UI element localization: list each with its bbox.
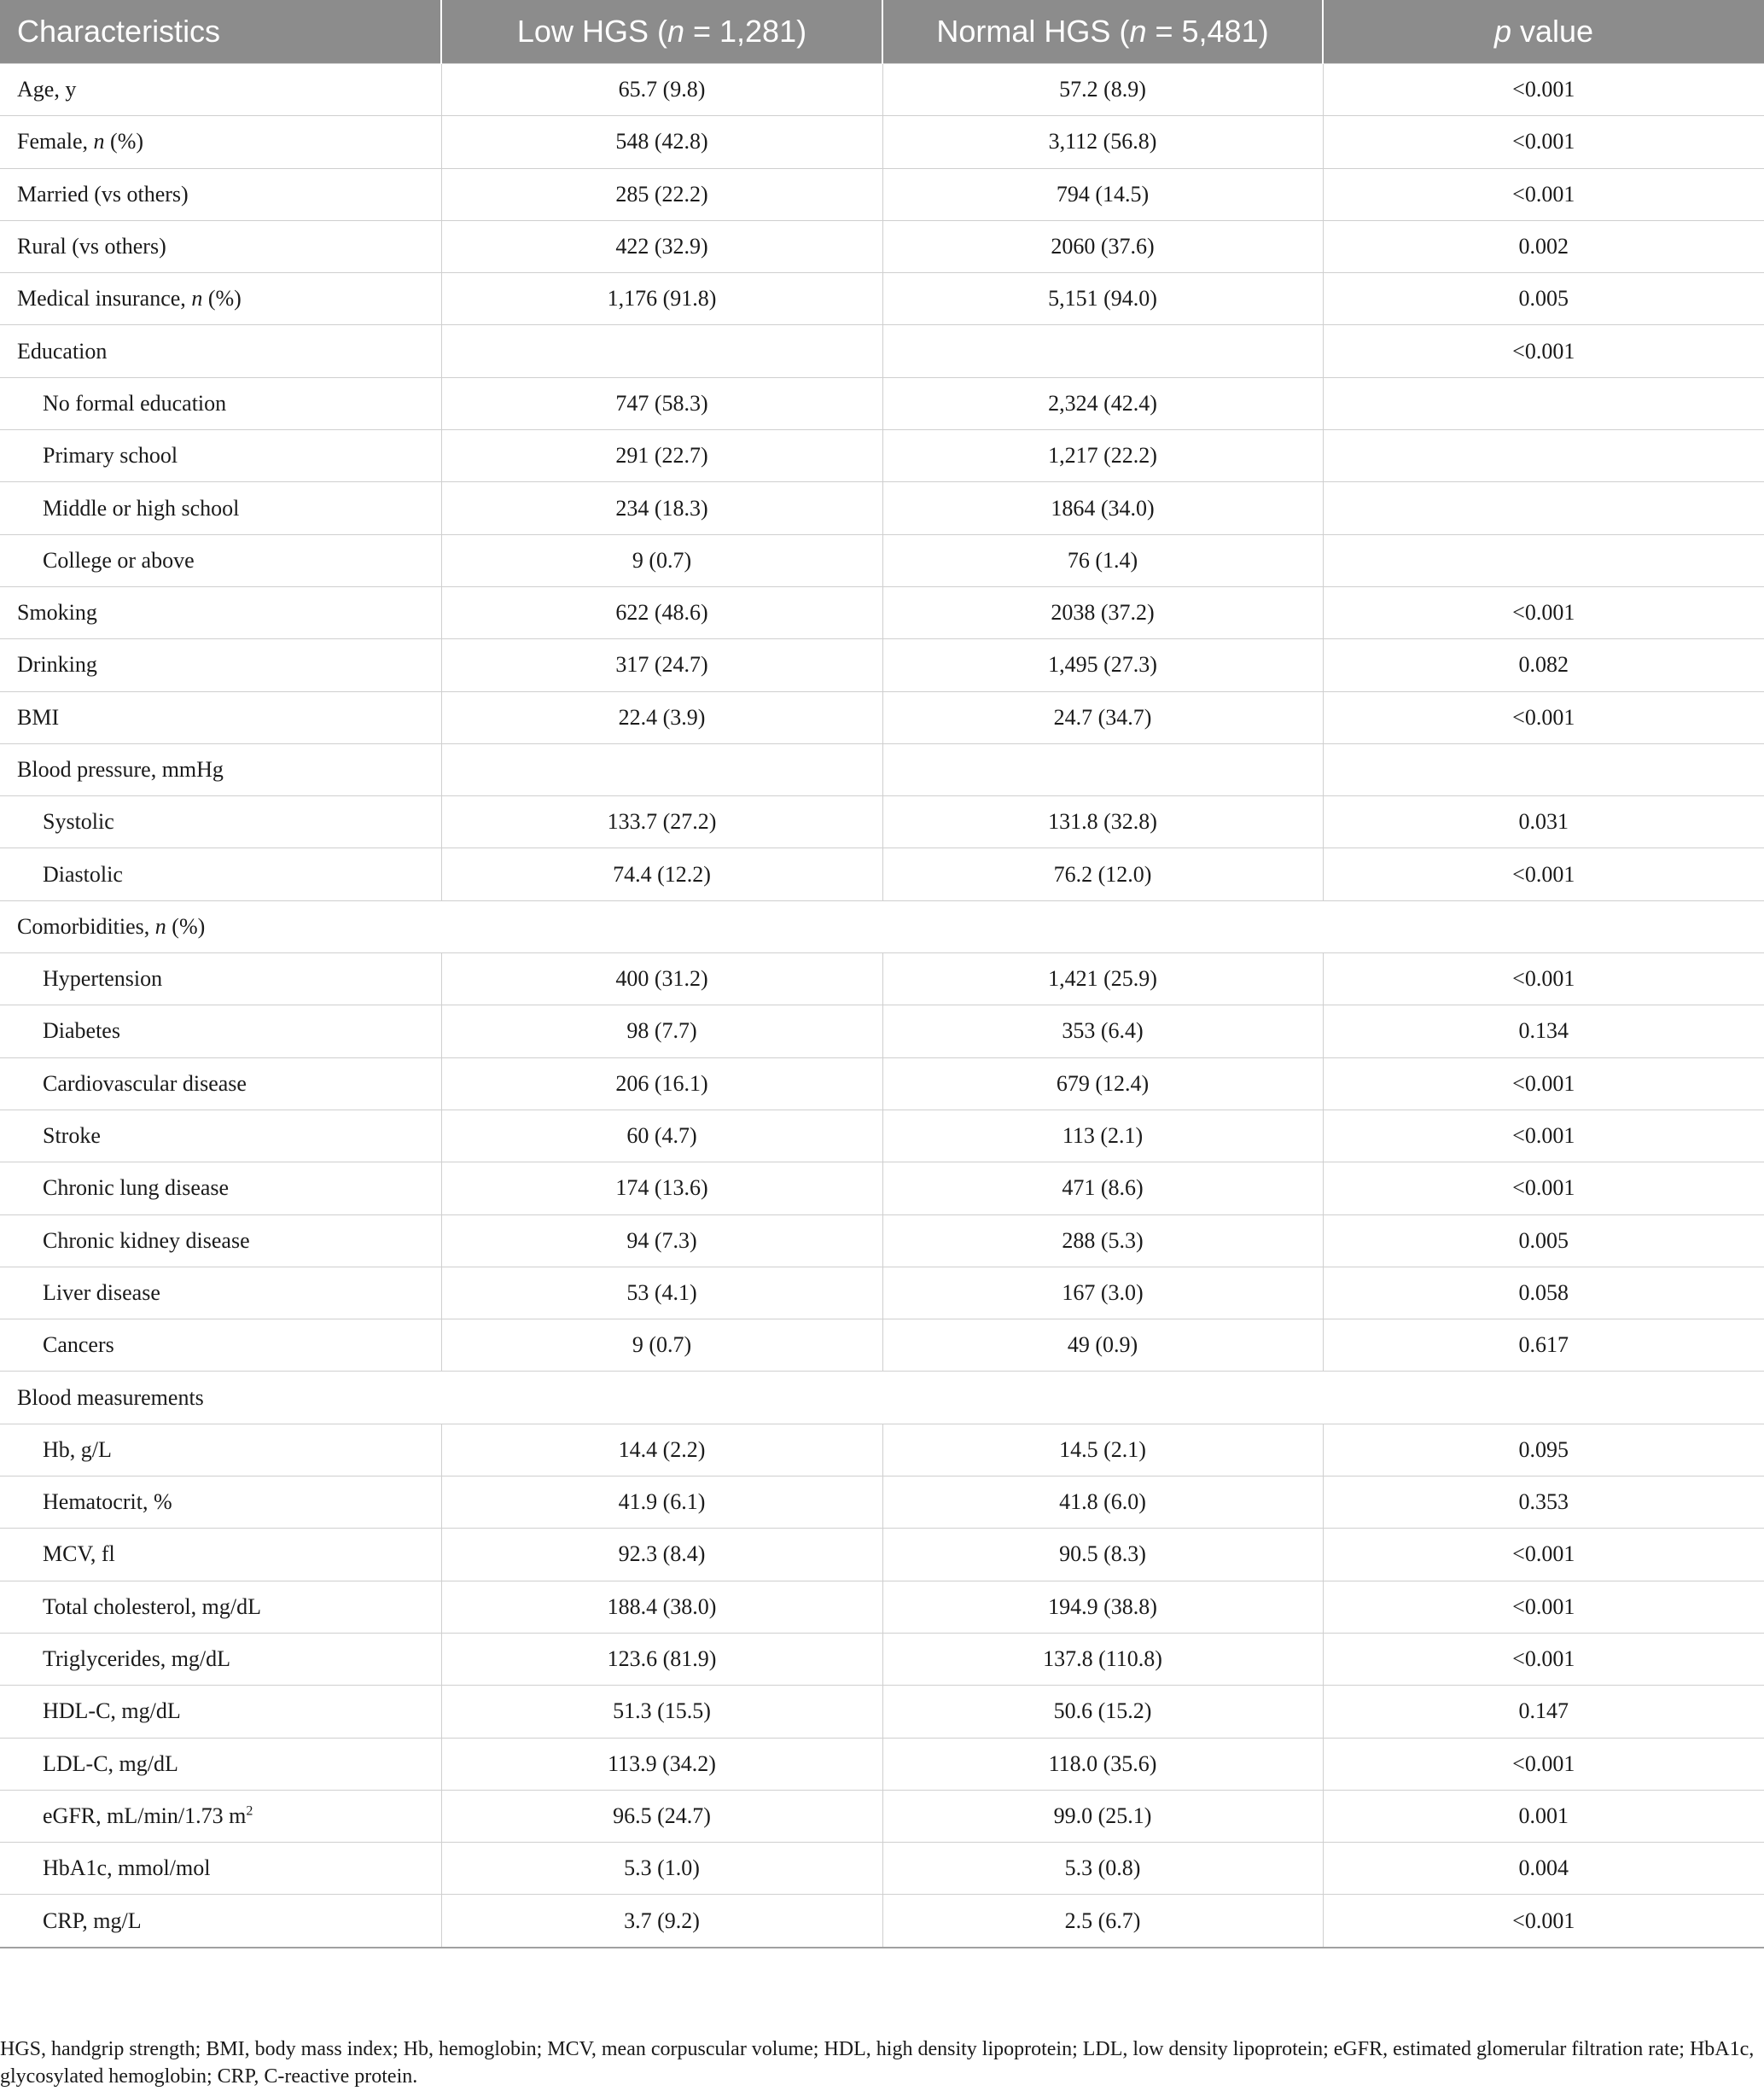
row-label: CRP, mg/L (0, 1895, 441, 1948)
cell-p-value: <0.001 (1323, 325, 1764, 377)
cell-normal-hgs: 288 (5.3) (882, 1214, 1323, 1267)
cell-p-value: <0.001 (1323, 1581, 1764, 1633)
row-label: Total cholesterol, mg/dL (0, 1581, 441, 1633)
row-label: Liver disease (0, 1267, 441, 1319)
row-label: Diabetes (0, 1005, 441, 1057)
cell-low-hgs: 74.4 (12.2) (441, 848, 882, 900)
cell-low-hgs: 317 (24.7) (441, 639, 882, 691)
row-label: Blood pressure, mmHg (0, 743, 441, 795)
row-label: Cardiovascular disease (0, 1057, 441, 1110)
row-label: Age, y (0, 64, 441, 116)
cell-p-value: <0.001 (1323, 1110, 1764, 1162)
header-normal-suffix: = 5,481) (1146, 14, 1269, 49)
cell-p-value: 0.134 (1323, 1005, 1764, 1057)
cell-p-value (1323, 743, 1764, 795)
cell-low-hgs: 51.3 (15.5) (441, 1686, 882, 1738)
cell-normal-hgs: 5,151 (94.0) (882, 273, 1323, 325)
cell-normal-hgs: 2.5 (6.7) (882, 1895, 1323, 1948)
cell-normal-hgs: 3,112 (56.8) (882, 116, 1323, 168)
table-row (0, 1372, 1764, 1424)
cell-low-hgs: 400 (31.2) (441, 953, 882, 1005)
row-label: Smoking (0, 586, 441, 638)
cell-p-value: <0.001 (1323, 1057, 1764, 1110)
cell-p-value (1323, 430, 1764, 482)
header-normal-hgs (882, 0, 1323, 64)
table-row (0, 430, 1764, 482)
cell-p-value: 0.058 (1323, 1267, 1764, 1319)
table-row (0, 586, 1764, 638)
table-row (0, 1895, 1764, 1948)
cell-normal-hgs: 14.5 (2.1) (882, 1424, 1323, 1476)
table-row (0, 1214, 1764, 1267)
cell-low-hgs (441, 743, 882, 795)
table-row (0, 848, 1764, 900)
row-label-suffix: (%) (202, 286, 242, 312)
table-row (0, 1005, 1764, 1057)
cell-low-hgs: 422 (32.9) (441, 220, 882, 272)
row-label: Chronic kidney disease (0, 1214, 441, 1267)
table-footnote: HGS, handgrip strength; BMI, body mass index; Hb, hemoglobin; MCV, mean corpuscular volume; HDL, high density lipoprotein; LDL, low density lipoprotein; eGFR, estimated glomerular filtration rate; HbA1c, glycosylated hemoglobin; CRP, C-reactive protein. (0, 2038, 1755, 2088)
cell-p-value: 0.353 (1323, 1477, 1764, 1529)
table-row (0, 1267, 1764, 1319)
cell-normal-hgs: 1,217 (22.2) (882, 430, 1323, 482)
cell-p-value: 0.031 (1323, 796, 1764, 848)
cell-p-value: 0.095 (1323, 1424, 1764, 1476)
cell-low-hgs: 53 (4.1) (441, 1267, 882, 1319)
table-row (0, 1477, 1764, 1529)
cell-low-hgs: 60 (4.7) (441, 1110, 882, 1162)
cell-low-hgs (441, 325, 882, 377)
cell-p-value: 0.001 (1323, 1790, 1764, 1842)
cell-low-hgs: 133.7 (27.2) (441, 796, 882, 848)
row-label-text: Female, (17, 129, 94, 154)
table-row (0, 273, 1764, 325)
table-row (0, 1633, 1764, 1685)
cell-normal-hgs: 471 (8.6) (882, 1162, 1323, 1214)
cell-low-hgs: 1,176 (91.8) (441, 273, 882, 325)
cell-normal-hgs: 167 (3.0) (882, 1267, 1323, 1319)
row-label: Diastolic (0, 848, 441, 900)
table-row (0, 1110, 1764, 1162)
header-p-value (1323, 0, 1764, 64)
cell-low-hgs: 234 (18.3) (441, 482, 882, 534)
table-row (0, 1686, 1764, 1738)
cell-low-hgs: 622 (48.6) (441, 586, 882, 638)
cell-normal-hgs: 90.5 (8.3) (882, 1529, 1323, 1581)
row-label: Education (0, 325, 441, 377)
row-label (0, 116, 441, 168)
row-label (0, 1790, 441, 1842)
cell-low-hgs: 9 (0.7) (441, 1319, 882, 1372)
table-body (0, 64, 1764, 1948)
cell-p-value (1323, 377, 1764, 429)
row-label: College or above (0, 534, 441, 586)
cell-normal-hgs: 1864 (34.0) (882, 482, 1323, 534)
table-row (0, 168, 1764, 220)
cell-low-hgs: 92.3 (8.4) (441, 1529, 882, 1581)
cell-p-value: <0.001 (1323, 64, 1764, 116)
cell-low-hgs: 96.5 (24.7) (441, 1790, 882, 1842)
cell-normal-hgs: 118.0 (35.6) (882, 1738, 1323, 1790)
cell-low-hgs: 3.7 (9.2) (441, 1895, 882, 1948)
cell-low-hgs: 174 (13.6) (441, 1162, 882, 1214)
header-low-hgs (441, 0, 882, 64)
row-label (0, 273, 441, 325)
row-label: Primary school (0, 430, 441, 482)
row-label-superscript: 2 (246, 1803, 253, 1819)
table-row (0, 116, 1764, 168)
cell-p-value: <0.001 (1323, 691, 1764, 743)
cell-low-hgs: 113.9 (34.2) (441, 1738, 882, 1790)
row-label: Drinking (0, 639, 441, 691)
table-row (0, 1529, 1764, 1581)
cell-p-value: 0.004 (1323, 1843, 1764, 1895)
cell-normal-hgs: 137.8 (110.8) (882, 1633, 1323, 1685)
header-p-suffix: value (1511, 14, 1594, 49)
header-row (0, 0, 1764, 64)
table-row (0, 534, 1764, 586)
row-label: Hb, g/L (0, 1424, 441, 1476)
header-low-n: n (667, 14, 684, 49)
table-row (0, 796, 1764, 848)
header-characteristics: Characteristics (0, 0, 441, 64)
table-row (0, 220, 1764, 272)
cell-p-value: <0.001 (1323, 116, 1764, 168)
table-row (0, 1057, 1764, 1110)
cell-normal-hgs: 113 (2.1) (882, 1110, 1323, 1162)
cell-normal-hgs: 1,495 (27.3) (882, 639, 1323, 691)
row-label-italic: n (154, 913, 166, 939)
row-label-italic: n (191, 286, 203, 312)
cell-low-hgs: 14.4 (2.2) (441, 1424, 882, 1476)
row-label: HDL-C, mg/dL (0, 1686, 441, 1738)
table-row (0, 1424, 1764, 1476)
cell-normal-hgs: 99.0 (25.1) (882, 1790, 1323, 1842)
table-row (0, 377, 1764, 429)
cell-normal-hgs: 679 (12.4) (882, 1057, 1323, 1110)
cell-low-hgs: 65.7 (9.8) (441, 64, 882, 116)
cell-low-hgs: 9 (0.7) (441, 534, 882, 586)
cell-low-hgs: 22.4 (3.9) (441, 691, 882, 743)
row-label: Rural (vs others) (0, 220, 441, 272)
cell-low-hgs: 206 (16.1) (441, 1057, 882, 1110)
cell-p-value: 0.005 (1323, 1214, 1764, 1267)
row-label-text: Comorbidities, (17, 913, 155, 939)
row-label: Married (vs others) (0, 168, 441, 220)
row-label: Systolic (0, 796, 441, 848)
cell-p-value: 0.005 (1323, 273, 1764, 325)
cell-p-value: <0.001 (1323, 1895, 1764, 1948)
cell-normal-hgs: 194.9 (38.8) (882, 1581, 1323, 1633)
row-label-text: eGFR, mL/min/1.73 m (43, 1803, 247, 1828)
row-label-suffix: (%) (166, 913, 206, 939)
row-label: Middle or high school (0, 482, 441, 534)
table-row (0, 900, 1764, 952)
cell-normal-hgs: 24.7 (34.7) (882, 691, 1323, 743)
cell-low-hgs: 747 (58.3) (441, 377, 882, 429)
row-label: No formal education (0, 377, 441, 429)
cell-normal-hgs: 50.6 (15.2) (882, 1686, 1323, 1738)
cell-low-hgs: 285 (22.2) (441, 168, 882, 220)
cell-normal-hgs: 76.2 (12.0) (882, 848, 1323, 900)
cell-low-hgs: 94 (7.3) (441, 1214, 882, 1267)
cell-p-value: <0.001 (1323, 953, 1764, 1005)
row-label-text: Medical insurance, (17, 286, 192, 312)
row-label: BMI (0, 691, 441, 743)
cell-normal-hgs: 2060 (37.6) (882, 220, 1323, 272)
row-label: Blood measurements (0, 1372, 1764, 1424)
cell-p-value: <0.001 (1323, 168, 1764, 220)
cell-low-hgs: 41.9 (6.1) (441, 1477, 882, 1529)
cell-low-hgs: 188.4 (38.0) (441, 1581, 882, 1633)
header-p: p (1493, 14, 1511, 49)
table-row (0, 1738, 1764, 1790)
cell-low-hgs: 548 (42.8) (441, 116, 882, 168)
table-row (0, 639, 1764, 691)
cell-normal-hgs: 49 (0.9) (882, 1319, 1323, 1372)
table-row (0, 1843, 1764, 1895)
table-row (0, 325, 1764, 377)
row-label: MCV, fl (0, 1529, 441, 1581)
cell-low-hgs: 123.6 (81.9) (441, 1633, 882, 1685)
cell-p-value (1323, 534, 1764, 586)
row-label: Hematocrit, % (0, 1477, 441, 1529)
cell-low-hgs: 291 (22.7) (441, 430, 882, 482)
cell-p-value: 0.147 (1323, 1686, 1764, 1738)
cell-normal-hgs: 794 (14.5) (882, 168, 1323, 220)
header-low-prefix: Low HGS ( (516, 14, 667, 49)
table-row (0, 482, 1764, 534)
cell-normal-hgs: 1,421 (25.9) (882, 953, 1323, 1005)
table-row (0, 743, 1764, 795)
cell-p-value: <0.001 (1323, 1529, 1764, 1581)
row-label (0, 900, 1764, 952)
row-label: HbA1c, mmol/mol (0, 1843, 441, 1895)
cell-normal-hgs: 57.2 (8.9) (882, 64, 1323, 116)
table-row (0, 1790, 1764, 1842)
header-normal-prefix: Normal HGS ( (936, 14, 1130, 49)
table-row (0, 64, 1764, 116)
header-normal-n: n (1129, 14, 1147, 49)
cell-p-value (1323, 482, 1764, 534)
cell-p-value: <0.001 (1323, 1162, 1764, 1214)
cell-normal-hgs: 2,324 (42.4) (882, 377, 1323, 429)
row-label-suffix: (%) (104, 129, 144, 154)
row-label: Cancers (0, 1319, 441, 1372)
table-row (0, 1162, 1764, 1214)
cell-p-value: <0.001 (1323, 1738, 1764, 1790)
cell-normal-hgs: 131.8 (32.8) (882, 796, 1323, 848)
cell-p-value: 0.002 (1323, 220, 1764, 272)
row-label: LDL-C, mg/dL (0, 1738, 441, 1790)
cell-normal-hgs: 5.3 (0.8) (882, 1843, 1323, 1895)
table-row (0, 1319, 1764, 1372)
row-label-italic: n (93, 129, 105, 154)
row-label: Stroke (0, 1110, 441, 1162)
row-label: Hypertension (0, 953, 441, 1005)
table-row (0, 1581, 1764, 1633)
cell-normal-hgs: 76 (1.4) (882, 534, 1323, 586)
cell-p-value: <0.001 (1323, 1633, 1764, 1685)
table-row (0, 691, 1764, 743)
table-header (0, 0, 1764, 64)
cell-normal-hgs: 2038 (37.2) (882, 586, 1323, 638)
cell-p-value: <0.001 (1323, 848, 1764, 900)
cell-normal-hgs (882, 743, 1323, 795)
cell-p-value: 0.617 (1323, 1319, 1764, 1372)
cell-normal-hgs: 41.8 (6.0) (882, 1477, 1323, 1529)
cell-p-value: <0.001 (1323, 586, 1764, 638)
header-low-suffix: = 1,281) (684, 14, 807, 49)
cell-low-hgs: 98 (7.7) (441, 1005, 882, 1057)
row-label: Triglycerides, mg/dL (0, 1633, 441, 1685)
cell-normal-hgs: 353 (6.4) (882, 1005, 1323, 1057)
cell-p-value: 0.082 (1323, 639, 1764, 691)
row-label: Chronic lung disease (0, 1162, 441, 1214)
cell-low-hgs: 5.3 (1.0) (441, 1843, 882, 1895)
table-row (0, 953, 1764, 1005)
cell-normal-hgs (882, 325, 1323, 377)
